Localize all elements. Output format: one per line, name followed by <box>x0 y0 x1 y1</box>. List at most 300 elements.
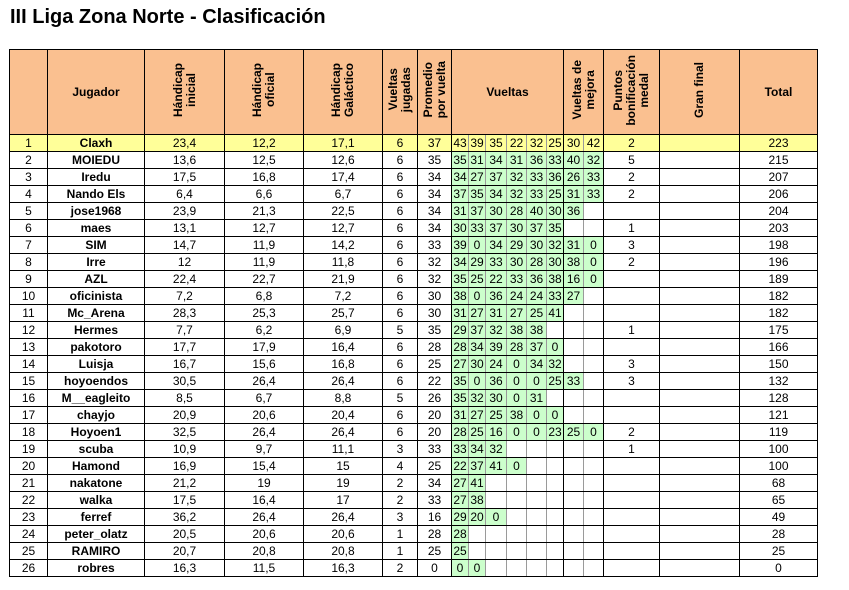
average-cell: 33 <box>418 237 452 254</box>
bonus-points-cell <box>604 288 660 305</box>
round-score-cell: 0 <box>507 373 527 390</box>
grand-final-cell <box>660 441 740 458</box>
round-score-cell: 34 <box>486 237 507 254</box>
player-name-cell: Claxh <box>48 135 145 152</box>
handicap-galactic-cell: 16,3 <box>304 560 383 577</box>
improvement-round-cell: 40 <box>564 152 584 169</box>
round-score-cell: 27 <box>453 475 467 490</box>
round-score-cell: 27 <box>470 305 484 320</box>
improvement-round-cell: 31 <box>564 186 584 203</box>
round-score-cell: 33 <box>527 169 547 186</box>
total-cell: 28 <box>740 526 818 543</box>
round-score-cell <box>547 390 564 407</box>
improvement-round-cell: 16 <box>564 271 584 288</box>
rounds-played-cell: 6 <box>383 254 418 271</box>
handicap-galactic-cell: 12,6 <box>304 152 383 169</box>
grand-final-cell <box>660 288 740 305</box>
rounds-played-cell: 6 <box>383 424 418 441</box>
round-score-cell <box>507 441 527 458</box>
improvement-round-cell <box>584 458 604 475</box>
round-score-cell <box>527 543 547 560</box>
rounds-played-cell: 4 <box>383 458 418 475</box>
total-cell: 166 <box>740 339 818 356</box>
player-name-cell: walka <box>48 492 145 509</box>
handicap-official-cell: 26,4 <box>225 509 304 526</box>
handicap-official-cell: 11,9 <box>225 254 304 271</box>
player-name-cell: Nando Els <box>48 186 145 203</box>
round-score-cell: 37 <box>486 220 507 237</box>
improvement-round-cell <box>564 492 584 509</box>
round-score-cell: 0 <box>507 390 527 407</box>
table-row <box>10 169 818 186</box>
round-score-cell: 28 <box>453 526 467 541</box>
round-score-cell: 29 <box>453 322 467 337</box>
improvement-round-cell: 30 <box>564 135 584 152</box>
position-cell: 16 <box>10 390 48 407</box>
improvement-round-cell <box>584 543 604 560</box>
grand-final-cell <box>660 220 740 237</box>
total-cell: 198 <box>740 237 818 254</box>
average-cell: 33 <box>418 441 452 458</box>
handicap-galactic-cell: 14,2 <box>304 237 383 254</box>
round-score-cell: 35 <box>453 152 467 167</box>
improvement-round-cell <box>564 458 584 475</box>
table-row <box>10 322 818 339</box>
average-cell: 33 <box>418 492 452 509</box>
total-cell: 182 <box>740 305 818 322</box>
average-cell: 34 <box>418 203 452 220</box>
round-score-cell <box>507 560 527 577</box>
improvement-round-cell <box>564 220 584 237</box>
table-row <box>10 509 818 526</box>
rounds-played-cell: 2 <box>383 475 418 492</box>
player-name-cell: Hamond <box>48 458 145 475</box>
round-score-cell: 34 <box>527 356 547 373</box>
bonus-points-cell <box>604 475 660 492</box>
round-score-cell: 25 <box>548 186 562 201</box>
round-score-cell: 30 <box>548 203 562 218</box>
round-score-cell: 31 <box>507 152 527 169</box>
position-cell: 17 <box>10 407 48 424</box>
round-score-cell: 27 <box>453 356 467 371</box>
table-row <box>10 271 818 288</box>
handicap-initial-cell: 13,1 <box>145 220 225 237</box>
improvement-round-cell: 0 <box>584 254 604 271</box>
handicap-initial-cell: 16,7 <box>145 356 225 373</box>
position-cell: 20 <box>10 458 48 475</box>
table-row <box>10 458 818 475</box>
rounds-played-cell: 6 <box>383 186 418 203</box>
total-cell: 223 <box>740 135 818 152</box>
average-cell: 25 <box>418 543 452 560</box>
position-cell: 14 <box>10 356 48 373</box>
round-score-cell: 37 <box>453 186 467 201</box>
total-cell: 132 <box>740 373 818 390</box>
round-score-cell: 25 <box>548 135 562 150</box>
round-score-cell: 0 <box>527 373 547 390</box>
table-row <box>10 356 818 373</box>
round-score-cell: 22 <box>486 271 507 288</box>
grand-final-cell <box>660 169 740 186</box>
round-score-cell: 24 <box>486 356 507 373</box>
round-score-cell <box>547 509 564 526</box>
average-cell: 26 <box>418 390 452 407</box>
table-row <box>10 407 818 424</box>
improvement-round-cell <box>584 220 604 237</box>
player-name-cell: Luisja <box>48 356 145 373</box>
average-cell: 34 <box>418 475 452 492</box>
grand-final-cell <box>660 390 740 407</box>
improvement-round-cell <box>564 305 584 322</box>
position-cell: 8 <box>10 254 48 271</box>
table-row <box>10 475 818 492</box>
table-row <box>10 390 818 407</box>
handicap-official-cell: 15,6 <box>225 356 304 373</box>
round-score-cell: 33 <box>527 186 547 203</box>
total-cell: 25 <box>740 543 818 560</box>
handicap-initial-cell: 12 <box>145 254 225 271</box>
table-row <box>10 373 818 390</box>
grand-final-cell <box>660 152 740 169</box>
improvement-round-cell: 26 <box>564 169 584 186</box>
average-cell: 30 <box>418 288 452 305</box>
improvement-round-cell <box>564 441 584 458</box>
handicap-official-cell: 17,9 <box>225 339 304 356</box>
round-score-cell: 0 <box>527 407 547 424</box>
average-cell: 35 <box>418 152 452 169</box>
header-improvement-rounds: Vueltas de mejora <box>564 50 604 135</box>
handicap-galactic-cell: 26,4 <box>304 424 383 441</box>
average-cell: 32 <box>418 254 452 271</box>
header-total: Total <box>740 50 818 135</box>
handicap-initial-cell: 28,3 <box>145 305 225 322</box>
rounds-played-cell: 5 <box>383 390 418 407</box>
improvement-round-cell: 33 <box>564 373 584 390</box>
bonus-points-cell <box>604 458 660 475</box>
table-row <box>10 492 818 509</box>
round-score-cell: 24 <box>507 288 527 305</box>
rounds-played-cell: 3 <box>383 441 418 458</box>
average-cell: 32 <box>418 271 452 288</box>
bonus-points-cell <box>604 271 660 288</box>
grand-final-cell <box>660 339 740 356</box>
table-row <box>10 186 818 203</box>
table-row <box>10 526 818 543</box>
position-cell: 1 <box>10 135 48 152</box>
table-row <box>10 288 818 305</box>
bonus-points-cell: 1 <box>604 322 660 339</box>
handicap-galactic-cell: 20,8 <box>304 543 383 560</box>
round-score-cell <box>547 543 564 560</box>
position-cell: 19 <box>10 441 48 458</box>
grand-final-cell <box>660 135 740 152</box>
round-score-cell: 0 <box>507 424 527 441</box>
rounds-played-cell: 2 <box>383 560 418 577</box>
handicap-official-cell: 11,9 <box>225 237 304 254</box>
handicap-galactic-cell: 6,9 <box>304 322 383 339</box>
bonus-points-cell <box>604 390 660 407</box>
round-score-cell <box>507 492 527 509</box>
rounds-played-cell: 3 <box>383 509 418 526</box>
improvement-round-cell: 36 <box>564 203 584 220</box>
grand-final-cell <box>660 526 740 543</box>
round-score-cell: 32 <box>548 237 562 252</box>
header-rounds-played: Vueltas jugadas <box>383 50 418 135</box>
bonus-points-cell: 1 <box>604 441 660 458</box>
position-cell: 9 <box>10 271 48 288</box>
handicap-initial-cell: 32,5 <box>145 424 225 441</box>
round-score-cell: 36 <box>486 373 507 390</box>
grand-final-cell <box>660 186 740 203</box>
table-row <box>10 237 818 254</box>
round-score-cell: 20 <box>470 509 484 524</box>
round-score-cell: 30 <box>548 254 562 269</box>
round-score-cell: 25 <box>453 543 467 558</box>
round-score-cell: 32 <box>548 356 562 371</box>
improvement-round-cell: 33 <box>584 169 604 186</box>
round-score-cell <box>486 543 507 560</box>
position-cell: 26 <box>10 560 48 577</box>
round-score-cell: 35 <box>470 186 484 201</box>
table-row <box>10 220 818 237</box>
round-score-cell: 29 <box>507 237 527 254</box>
improvement-round-cell <box>564 560 584 577</box>
round-score-cell: 37 <box>527 220 547 237</box>
round-score-cell <box>547 322 564 339</box>
grand-final-cell <box>660 424 740 441</box>
improvement-round-cell <box>564 526 584 543</box>
round-score-cell <box>507 475 527 492</box>
table-row <box>10 441 818 458</box>
average-cell: 20 <box>418 407 452 424</box>
round-score-cell: 37 <box>527 339 547 356</box>
header-handicap-galactic: Hándicap Galáctico <box>304 50 383 135</box>
round-score-cell: 30 <box>453 220 467 235</box>
handicap-galactic-cell: 19 <box>304 475 383 492</box>
bonus-points-cell <box>604 492 660 509</box>
handicap-galactic-cell: 22,5 <box>304 203 383 220</box>
round-score-cell <box>527 509 547 526</box>
total-cell: 215 <box>740 152 818 169</box>
round-score-cell: 30 <box>470 356 484 371</box>
round-score-cell <box>547 526 564 543</box>
rounds-played-cell: 5 <box>383 322 418 339</box>
round-score-cell: 0 <box>469 373 486 390</box>
player-name-cell: Iredu <box>48 169 145 186</box>
player-name-cell: AZL <box>48 271 145 288</box>
round-score-cell: 24 <box>527 288 547 305</box>
round-score-cell <box>527 560 547 577</box>
round-score-cell: 27 <box>507 305 527 322</box>
position-cell: 7 <box>10 237 48 254</box>
player-name-cell: pakotoro <box>48 339 145 356</box>
round-score-cell: 37 <box>470 203 484 218</box>
handicap-initial-cell: 17,5 <box>145 169 225 186</box>
round-score-cell: 32 <box>486 441 507 458</box>
round-score-cell: 31 <box>470 152 484 167</box>
handicap-official-cell: 26,4 <box>225 424 304 441</box>
player-name-cell: SIM <box>48 237 145 254</box>
position-cell: 4 <box>10 186 48 203</box>
player-name-cell: jose1968 <box>48 203 145 220</box>
round-score-cell: 41 <box>486 458 507 475</box>
grand-final-cell <box>660 322 740 339</box>
handicap-galactic-cell: 11,1 <box>304 441 383 458</box>
round-score-cell: 34 <box>470 339 484 354</box>
player-name-cell: maes <box>48 220 145 237</box>
round-score-cell <box>527 526 547 543</box>
round-score-cell <box>547 560 564 577</box>
round-score-cell: 16 <box>486 424 507 441</box>
improvement-round-cell <box>584 373 604 390</box>
round-score-cell <box>486 475 507 492</box>
player-name-cell: MOIEDU <box>48 152 145 169</box>
position-cell: 5 <box>10 203 48 220</box>
round-score-cell <box>547 458 564 475</box>
total-cell: 100 <box>740 441 818 458</box>
round-score-cell <box>527 475 547 492</box>
player-name-cell: robres <box>48 560 145 577</box>
handicap-galactic-cell: 17 <box>304 492 383 509</box>
improvement-round-cell <box>584 322 604 339</box>
round-score-cell: 29 <box>470 254 484 269</box>
improvement-round-cell: 0 <box>584 237 604 254</box>
grand-final-cell <box>660 475 740 492</box>
round-score-cell: 36 <box>527 271 547 288</box>
header-average: Promedio por vuelta <box>418 50 452 135</box>
round-score-cell <box>507 526 527 543</box>
average-cell: 30 <box>418 305 452 322</box>
round-score-cell: 30 <box>486 390 507 407</box>
grand-final-cell <box>660 254 740 271</box>
improvement-round-cell: 27 <box>564 288 584 305</box>
round-score-cell: 36 <box>527 152 547 169</box>
total-cell: 65 <box>740 492 818 509</box>
handicap-official-cell: 12,7 <box>225 220 304 237</box>
position-cell: 13 <box>10 339 48 356</box>
round-score-cell <box>486 560 507 577</box>
round-score-cell: 35 <box>453 271 467 286</box>
round-score-cell: 23 <box>548 424 562 439</box>
round-score-cell: 0 <box>486 509 507 526</box>
round-score-cell: 31 <box>453 407 467 422</box>
average-cell: 25 <box>418 458 452 475</box>
rounds-played-cell: 6 <box>383 220 418 237</box>
round-score-cell: 40 <box>527 203 547 220</box>
handicap-initial-cell: 7,7 <box>145 322 225 339</box>
round-score-cell: 0 <box>527 424 547 441</box>
handicap-official-cell: 20,6 <box>225 407 304 424</box>
table-row <box>10 339 818 356</box>
round-score-cell: 31 <box>486 305 507 322</box>
round-score-cell: 0 <box>469 237 486 254</box>
handicap-initial-cell: 17,5 <box>145 492 225 509</box>
handicap-initial-cell: 13,6 <box>145 152 225 169</box>
handicap-galactic-cell: 15 <box>304 458 383 475</box>
round-score-cell: 39 <box>453 237 467 252</box>
table-row <box>10 203 818 220</box>
average-cell: 34 <box>418 186 452 203</box>
grand-final-cell <box>660 373 740 390</box>
total-cell: 189 <box>740 271 818 288</box>
total-cell: 100 <box>740 458 818 475</box>
round-score-cell <box>527 458 547 475</box>
improvement-round-cell <box>584 288 604 305</box>
average-cell: 25 <box>418 356 452 373</box>
handicap-official-cell: 26,4 <box>225 373 304 390</box>
round-score-cell: 33 <box>470 220 484 235</box>
average-cell: 37 <box>418 135 452 152</box>
round-score-cell: 32 <box>507 186 527 203</box>
handicap-official-cell: 9,7 <box>225 441 304 458</box>
handicap-galactic-cell: 17,4 <box>304 169 383 186</box>
round-score-cell: 34 <box>453 169 467 184</box>
handicap-official-cell: 16,8 <box>225 169 304 186</box>
grand-final-cell <box>660 458 740 475</box>
position-cell: 10 <box>10 288 48 305</box>
round-score-cell: 31 <box>527 390 547 407</box>
table-row <box>10 560 818 577</box>
improvement-round-cell <box>584 390 604 407</box>
header-bonus-points: Puntos bonificación medal <box>604 50 660 135</box>
bonus-points-cell <box>604 543 660 560</box>
round-score-cell: 30 <box>486 203 507 220</box>
improvement-round-cell <box>584 475 604 492</box>
round-score-cell <box>527 441 547 458</box>
handicap-galactic-cell: 26,4 <box>304 509 383 526</box>
round-score-cell <box>469 543 486 560</box>
round-score-cell: 0 <box>469 560 486 577</box>
bonus-points-cell: 2 <box>604 135 660 152</box>
round-score-cell <box>469 526 486 543</box>
round-score-cell: 25 <box>486 407 507 424</box>
header-handicap-initial: Hándicap inicial <box>145 50 225 135</box>
player-name-cell: nakatone <box>48 475 145 492</box>
player-name-cell: oficinista <box>48 288 145 305</box>
player-name-cell: Irre <box>48 254 145 271</box>
round-score-cell: 0 <box>469 288 486 305</box>
round-score-cell: 38 <box>453 288 467 303</box>
improvement-round-cell: 25 <box>564 424 584 441</box>
grand-final-cell <box>660 237 740 254</box>
round-score-cell: 38 <box>507 322 527 339</box>
improvement-round-cell: 32 <box>584 152 604 169</box>
total-cell: 0 <box>740 560 818 577</box>
improvement-round-cell <box>564 322 584 339</box>
handicap-initial-cell: 16,9 <box>145 458 225 475</box>
bonus-points-cell: 2 <box>604 186 660 203</box>
round-score-cell: 27 <box>453 492 467 507</box>
header-row <box>10 50 818 135</box>
round-score-cell: 31 <box>453 203 467 218</box>
bonus-points-cell <box>604 305 660 322</box>
round-score-cell: 25 <box>548 373 562 388</box>
rounds-played-cell: 6 <box>383 237 418 254</box>
round-score-cell: 33 <box>548 288 562 303</box>
round-score-cell <box>486 526 507 543</box>
rounds-played-cell: 1 <box>383 526 418 543</box>
round-score-cell: 0 <box>547 407 564 424</box>
handicap-initial-cell: 14,7 <box>145 237 225 254</box>
round-score-cell: 31 <box>453 305 467 320</box>
total-cell: 150 <box>740 356 818 373</box>
round-score-cell: 43 <box>453 135 467 150</box>
grand-final-cell <box>660 203 740 220</box>
rounds-played-cell: 2 <box>383 492 418 509</box>
round-score-cell: 36 <box>486 288 507 305</box>
round-score-cell: 30 <box>527 237 547 254</box>
bonus-points-cell: 2 <box>604 169 660 186</box>
